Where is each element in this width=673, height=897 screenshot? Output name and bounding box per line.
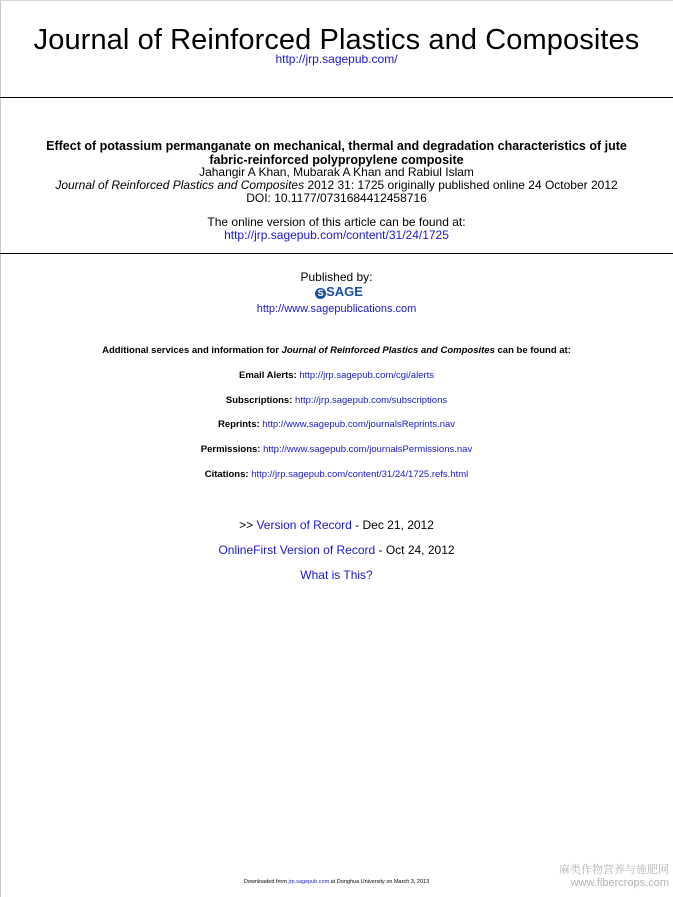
services-intro-pre: Additional services and information for xyxy=(102,345,282,356)
citation-journal-name: Journal of Reinforced Plastics and Composites xyxy=(55,178,305,192)
footer-site-link[interactable]: jrp.sagepub.com xyxy=(288,879,330,885)
online-version-line xyxy=(0,229,673,242)
version-prefix: >> xyxy=(239,518,257,532)
service-row-subscriptions xyxy=(0,395,673,407)
journal-url-line xyxy=(0,52,673,66)
footer-downloaded-from: Downloaded from xyxy=(243,879,289,885)
services-intro-journal: Journal of Reinforced Plastics and Composites xyxy=(281,345,495,356)
article-info-rule xyxy=(0,253,673,254)
publisher-url-line xyxy=(0,303,673,316)
published-by-label: Published by: xyxy=(300,270,373,284)
version-of-record-date: - Dec 21, 2012 xyxy=(351,518,434,532)
footer-rest: at Donghua University on March 3, 2013 xyxy=(329,879,430,885)
what-is-this-line xyxy=(0,568,673,582)
sage-logo[interactable] xyxy=(314,284,364,299)
service-label: Citations: xyxy=(204,469,249,480)
service-label: Permissions: xyxy=(200,444,261,455)
article-title-line-1: Effect of potassium permanganate on mechanical, thermal and degradation characteristics of jute xyxy=(46,139,627,153)
what-is-this-link[interactable]: What is This? xyxy=(300,568,373,582)
article-doi: DOI: 10.1177/0731684412458716 xyxy=(246,191,427,205)
services-intro xyxy=(0,345,673,357)
services-intro-post: can be found at: xyxy=(494,345,571,356)
online-version-link[interactable]: http://jrp.sagepub.com/content/31/24/1725 xyxy=(224,228,449,242)
watermark-line-2: www.fibercrops.com xyxy=(570,877,669,889)
page-top-border xyxy=(0,0,673,1)
service-label: Subscriptions: xyxy=(225,395,293,406)
online-first-link[interactable]: OnlineFirst Version of Record xyxy=(218,543,376,557)
watermark xyxy=(559,864,669,890)
article-title-line-2: fabric-reinforced polypropylene composite xyxy=(209,153,464,167)
publisher-url-link[interactable]: http://www.sagepublications.com xyxy=(256,303,417,315)
service-link-email-alerts[interactable]: http://jrp.sagepub.com/cgi/alerts xyxy=(299,370,435,381)
version-of-record-link[interactable]: Version of Record xyxy=(256,518,352,532)
sage-logo-text: SAGE xyxy=(326,284,363,299)
header-rule xyxy=(0,97,673,98)
service-link-citations[interactable]: http://jrp.sagepub.com/content/31/24/1725.refs.html xyxy=(251,469,469,480)
online-version-text: The online version of this article can be found at: xyxy=(207,215,466,229)
service-row-citations xyxy=(0,469,673,481)
online-first-date: - Oct 24, 2012 xyxy=(375,543,455,557)
citation-details: 2012 31: 1725 originally published online 24 October 2012 xyxy=(304,178,618,192)
service-label: Email Alerts: xyxy=(238,370,297,381)
sage-logo-icon: S xyxy=(315,288,326,299)
service-link-permissions[interactable]: http://www.sagepub.com/journalsPermissions.nav xyxy=(263,444,473,455)
service-row-reprints xyxy=(0,419,673,431)
online-first-line xyxy=(0,543,673,557)
service-link-subscriptions[interactable]: http://jrp.sagepub.com/subscriptions xyxy=(295,395,448,406)
journal-title: Journal of Reinforced Plastics and Composites xyxy=(33,24,640,56)
journal-url-link[interactable]: http://jrp.sagepub.com/ xyxy=(275,52,398,66)
watermark-line-1: 麻类作物营养与施肥网 xyxy=(559,864,669,876)
article-title xyxy=(0,139,673,167)
service-row-email-alerts xyxy=(0,370,673,382)
service-link-reprints[interactable]: http://www.sagepub.com/journalsReprints.nav xyxy=(262,419,456,430)
service-row-permissions xyxy=(0,444,673,456)
service-label: Reprints: xyxy=(217,419,260,430)
version-of-record-line xyxy=(0,518,673,532)
article-authors: Jahangir A Khan, Mubarak A Khan and Rabiul Islam xyxy=(199,165,474,179)
